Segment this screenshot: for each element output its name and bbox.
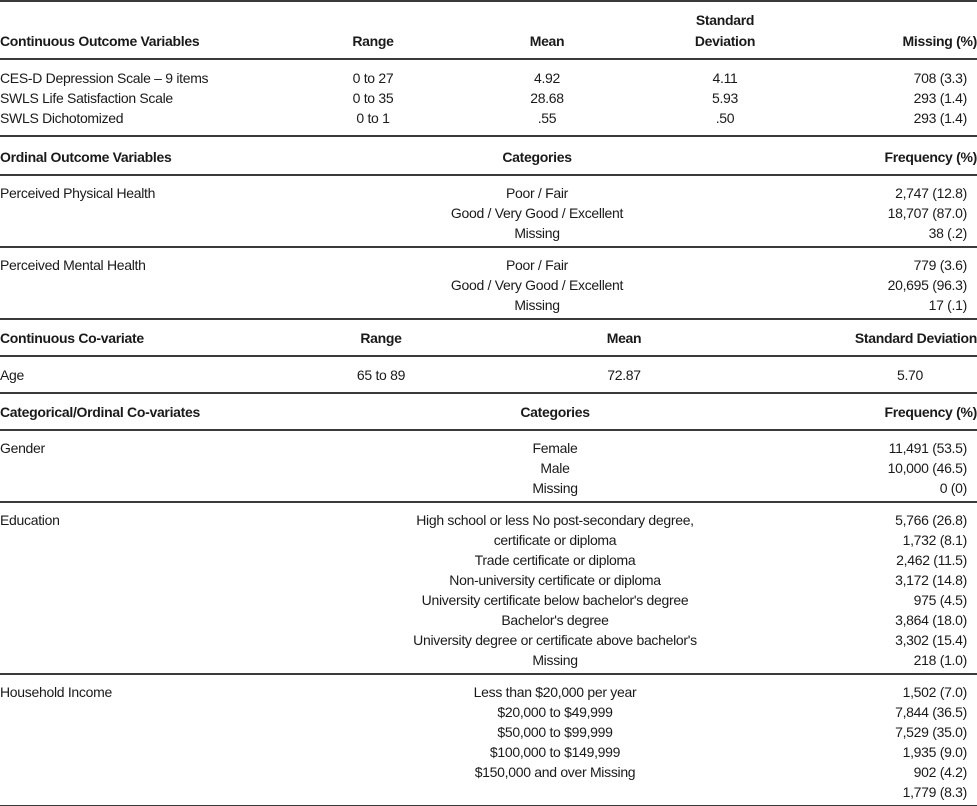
section-header: Ordinal Outcome Variables: [0, 149, 172, 165]
frequency-cell: 11,491 (53.5): [888, 440, 967, 456]
frequency-cell: 7,529 (35.0): [895, 724, 967, 740]
rule-divider: [0, 355, 977, 357]
category-cell: Missing: [532, 480, 578, 496]
column-header: Range: [360, 330, 402, 346]
row-label: Gender: [0, 440, 45, 456]
table-cell: 65 to 89: [356, 367, 406, 383]
rule-divider: [0, 318, 977, 320]
category-cell: $100,000 to $149,999: [489, 744, 621, 760]
category-cell: High school or less No post-secondary degree,: [416, 512, 694, 528]
table-cell: 708 (3.3): [913, 70, 967, 86]
column-header: Categories: [520, 404, 590, 420]
column-header: Frequency (%): [884, 149, 977, 165]
column-header: Deviation: [694, 33, 756, 49]
rule-divider: [0, 58, 977, 60]
table-cell: 0 to 27: [352, 70, 394, 86]
category-cell: Poor / Fair: [505, 257, 569, 273]
table-cell: 4.92: [533, 70, 561, 86]
category-cell: University certificate below bachelor's degree: [421, 592, 689, 608]
frequency-cell: 3,864 (18.0): [895, 612, 967, 628]
category-cell: Female: [532, 440, 578, 456]
column-header: Mean: [529, 33, 565, 49]
category-cell: Non-university certificate or diploma: [449, 572, 661, 588]
rule-divider: [0, 501, 977, 503]
frequency-cell: 1,779 (8.3): [902, 784, 967, 800]
table-cell: 72.87: [607, 367, 641, 383]
rule-divider: [0, 246, 977, 248]
rule-divider: [0, 429, 977, 431]
row-label: CES-D Depression Scale – 9 items: [0, 70, 209, 86]
frequency-cell: 10,000 (46.5): [887, 460, 967, 476]
category-cell: Missing: [532, 652, 578, 668]
column-header: Range: [352, 33, 394, 49]
table-cell: 0 to 1: [356, 110, 390, 126]
frequency-cell: 0 (0): [939, 480, 967, 496]
column-header: Standard: [695, 12, 755, 28]
rule-divider: [0, 135, 977, 137]
frequency-cell: 2,747 (12.8): [895, 185, 967, 201]
frequency-cell: 975 (4.5): [913, 592, 967, 608]
table-cell: .50: [715, 110, 735, 126]
table-cell: .55: [537, 110, 557, 126]
category-cell: Male: [540, 460, 570, 476]
frequency-cell: 1,935 (9.0): [902, 744, 967, 760]
table-cell: 28.68: [530, 90, 564, 106]
frequency-cell: 2,462 (11.5): [896, 552, 967, 568]
row-label: SWLS Dichotomized: [0, 110, 124, 126]
category-cell: Good / Very Good / Excellent: [450, 277, 624, 293]
section-header: Categorical/Ordinal Co-variates: [0, 404, 200, 420]
column-header: Mean: [606, 330, 642, 346]
category-cell: $150,000 and over Missing: [474, 764, 636, 780]
table-cell: 4.11: [712, 70, 738, 86]
column-header: Standard Deviation: [854, 330, 977, 346]
table-cell: 5.93: [711, 90, 739, 106]
row-label: Perceived Mental Health: [0, 257, 146, 273]
category-cell: $50,000 to $99,999: [497, 724, 613, 740]
category-cell: University degree or certificate above bachelor's: [413, 632, 697, 648]
table-cell: 5.70: [896, 367, 924, 383]
rule-divider: [0, 392, 977, 394]
section-header: Continuous Outcome Variables: [0, 33, 200, 49]
category-cell: Bachelor's degree: [501, 612, 609, 628]
frequency-cell: 3,172 (14.8): [895, 572, 967, 588]
column-header: Categories: [502, 149, 572, 165]
table-cell: 0 to 35: [352, 90, 394, 106]
category-cell: Trade certificate or diploma: [474, 552, 636, 568]
column-header: Missing (%): [902, 33, 977, 49]
category-cell: Missing: [514, 297, 560, 313]
frequency-cell: 5,766 (26.8): [895, 512, 967, 528]
category-cell: $20,000 to $49,999: [497, 704, 613, 720]
row-label: Household Income: [0, 684, 112, 700]
frequency-cell: 779 (3.6): [913, 257, 967, 273]
category-cell: certificate or diploma: [493, 532, 617, 548]
category-cell: Less than $20,000 per year: [473, 684, 637, 700]
frequency-cell: 20,695 (96.3): [887, 277, 967, 293]
rule-divider: [0, 673, 977, 675]
column-header: Frequency (%): [884, 404, 977, 420]
row-label: SWLS Life Satisfaction Scale: [0, 90, 173, 106]
frequency-cell: 17 (.1): [928, 297, 967, 313]
row-label: Perceived Physical Health: [0, 185, 156, 201]
section-header: Continuous Co-variate: [0, 330, 144, 346]
rule-divider: [0, 0, 977, 2]
frequency-cell: 218 (1.0): [913, 652, 967, 668]
table-cell: 293 (1.4): [913, 110, 967, 126]
row-label: Age: [0, 367, 25, 383]
category-cell: Good / Very Good / Excellent: [450, 205, 624, 221]
frequency-cell: 1,732 (8.1): [902, 532, 967, 548]
frequency-cell: 902 (4.2): [913, 764, 967, 780]
category-cell: Missing: [514, 225, 560, 241]
row-label: Education: [0, 512, 60, 528]
frequency-cell: 1,502 (7.0): [902, 684, 967, 700]
table-cell: 293 (1.4): [913, 90, 967, 106]
frequency-cell: 18,707 (87.0): [887, 205, 967, 221]
frequency-cell: 7,844 (36.5): [895, 704, 967, 720]
category-cell: Poor / Fair: [505, 185, 569, 201]
frequency-cell: 3,302 (15.4): [895, 632, 967, 648]
rule-divider: [0, 174, 977, 176]
frequency-cell: 38 (.2): [928, 225, 967, 241]
